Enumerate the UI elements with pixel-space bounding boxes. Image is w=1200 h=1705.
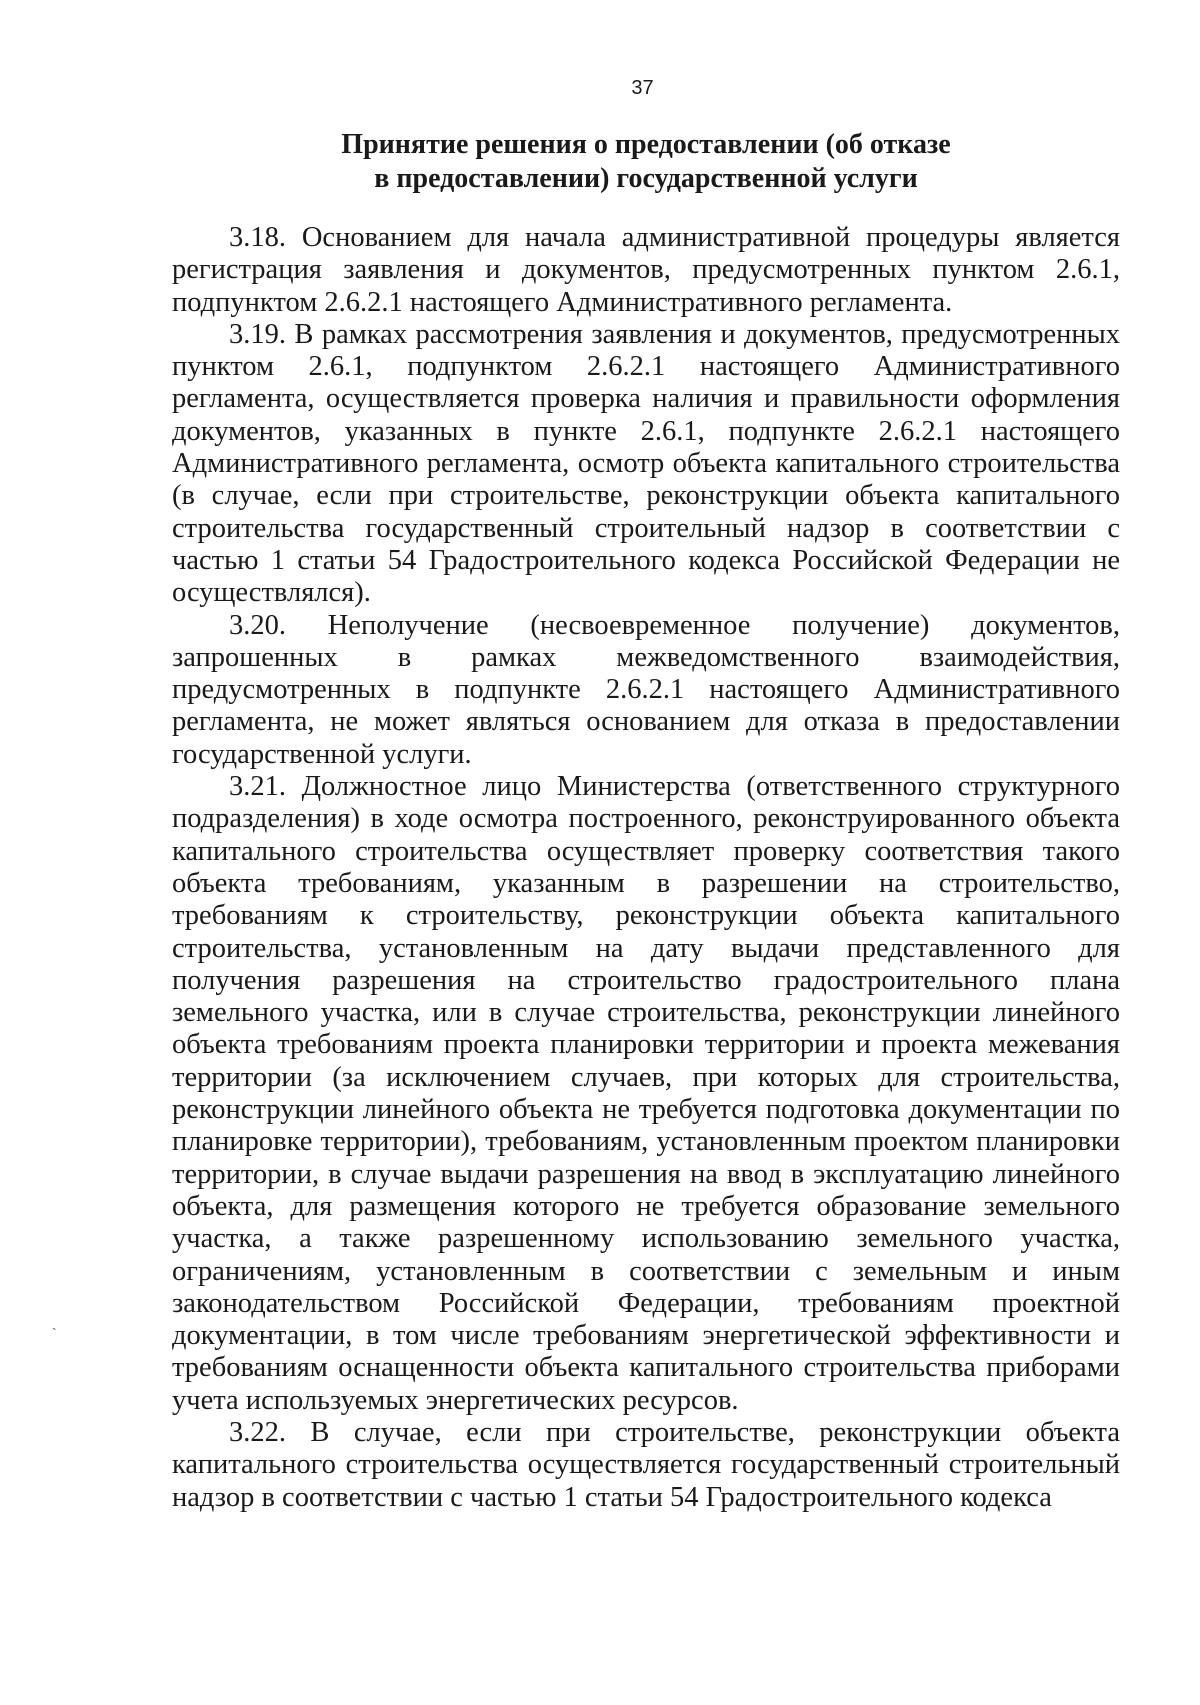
page-number: 37 bbox=[631, 77, 654, 99]
heading-line-1: Принятие решения о предоставлении (об отказе bbox=[341, 129, 951, 160]
paragraph-3-22: 3.22. В случае, если при строительстве, реконструкции объекта капитального строительства осуществляется государственный строительный надзор в соответствии с частью 1 статьи 54 Градостроительного кодекса bbox=[172, 1416, 1120, 1513]
paragraph-3-18: 3.18. Основанием для начала административной процедуры является регистрация заявления и документов, предусмотренных пунктом 2.6.1, подпунктом 2.6.2.1 настоящего Административного регламента. bbox=[172, 222, 1120, 318]
paragraph-3-19: 3.19. В рамках рассмотрения заявления и документов, предусмотренных пунктом 2.6.1, подпунктом 2.6.2.1 настоящего Административного регламента, осуществляется проверка наличия и правильности оформления документов, указанных в пункте 2.6.1, подпункте 2.6.2.1 настоящего Административного регламента, осмотр объекта капитального строительства (в случае, если при строительстве, реконструкции объекта капитального строительства государственный строительный надзор в соответствии с частью 1 статьи 54 Градостроительного кодекса Российской Федерации не осуществлялся). bbox=[172, 318, 1120, 609]
document-body bbox=[172, 222, 1120, 1514]
scan-speck: ` bbox=[52, 1325, 57, 1341]
paragraph-3-20: 3.20. Неполучение (несвоевременное получение) документов, запрошенных в рамках межведомственного взаимодействия, предусмотренных в подпункте 2.6.2.1 настоящего Административного регламента, не может являться основанием для отказа в предоставлении государственной услуги. bbox=[172, 609, 1120, 770]
paragraph-3-21: 3.21. Должностное лицо Министерства (ответственного структурного подразделения) в ходе осмотра построенного, реконструированного объекта капитального строительства осуществляет проверку соответствия такого объекта требованиям, указанным в разрешении на строительство, требованиям к строительству, реконструкции объекта капитального строительства, установленным на дату выдачи представленного для получения разрешения на строительство градостроительного плана земельного участка, или в случае строительства, реконструкции линейного объекта требованиям проекта планировки территории и проекта межевания территории (за исключением случаев, при которых для строительства, реконструкции линейного объекта не требуется подготовка документации по планировке территории), требованиям, установленным проектом планировки территории, в случае выдачи разрешения на ввод в эксплуатацию линейного объекта, для размещения которого не требуется образование земельного участка, а также разрешенному использованию земельного участка, ограничениям, установленным в соответствии с земельным и иным законодательством Российской Федерации, требованиям проектной документации, в том числе требованиям энергетической эффективности и требованиям оснащенности объекта капитального строительства приборами учета используемых энергетических ресурсов. bbox=[172, 771, 1120, 1416]
section-heading bbox=[172, 128, 1120, 196]
heading-line-2: в предоставлении) государственной услуги bbox=[374, 163, 918, 194]
